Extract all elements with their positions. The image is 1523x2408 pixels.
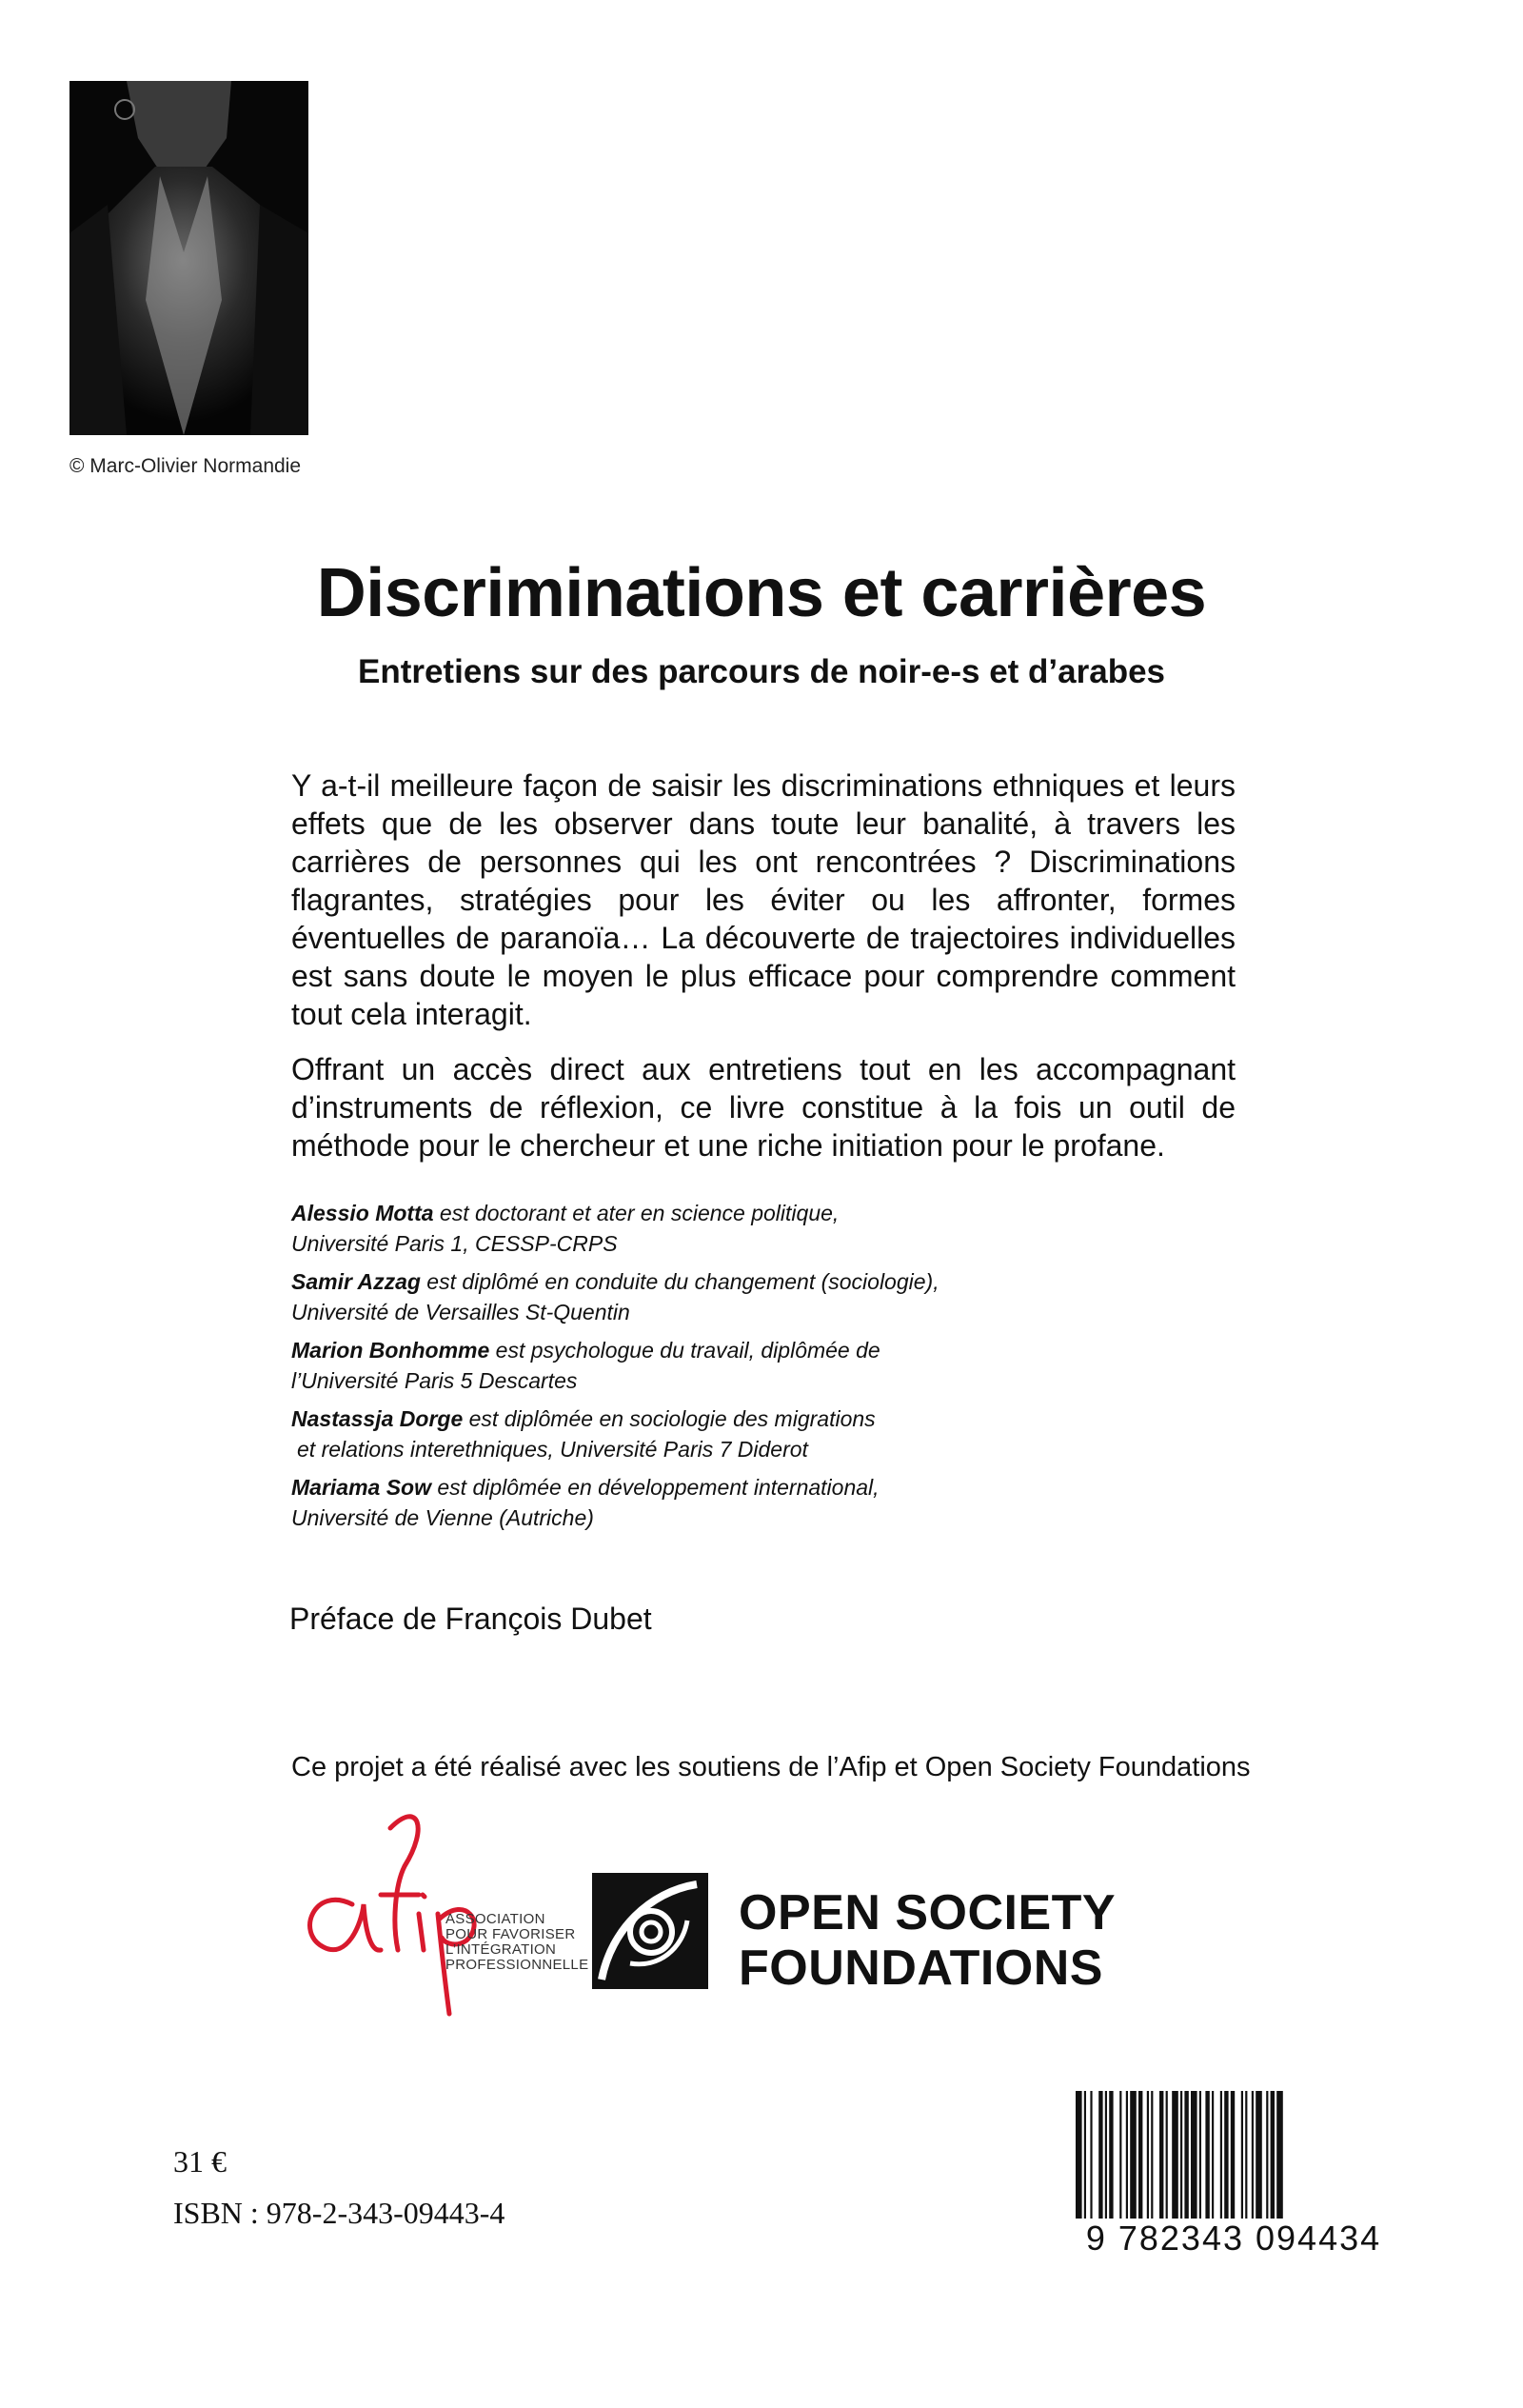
blurb: [291, 766, 1236, 1182]
blurb-paragraph: Offrant un accès direct aux entretiens tout en les accompagnant d’instruments de réflexion, ce livre constitue à la fois un outil de méthode pour le chercheur et une riche initiation pour le profane.: [291, 1052, 1236, 1163]
author-name: Marion Bonhomme: [291, 1338, 490, 1363]
support-statement: Ce projet a été réalisé avec les soutiens de l’Afip et Open Society Foundations: [291, 1752, 1251, 1782]
author-list: [291, 1198, 1243, 1541]
author-name: Nastassja Dorge: [291, 1406, 464, 1431]
author-name: Samir Azzag: [291, 1269, 421, 1294]
author-entry: [291, 1335, 1243, 1396]
author-affiliation: l’Université Paris 5 Descartes: [291, 1368, 578, 1393]
author-desc: est diplômée en développement international,: [431, 1475, 880, 1500]
author-entry: [291, 1198, 1243, 1259]
blurb-paragraph: Y a-t-il meilleure façon de saisir les discriminations ethniques et leurs effets que de les observer dans toute leur banalité, à travers les carrières de personnes qui les ont rencontrées ? Discriminations flagrantes, stratégies pour les éviter ou les affronter, formes éventuelles de paranoïa… La découverte de trajectoires individuelles est sans doute le moyen le plus efficace pour comprendre comment tout cela interagit.: [291, 768, 1236, 1031]
author-desc: est diplômé en conduite du changement (sociologie),: [420, 1269, 940, 1294]
preface: Préface de François Dubet: [289, 1602, 652, 1636]
author-name: Alessio Motta: [291, 1201, 434, 1225]
afip-logo: [286, 1790, 590, 2019]
author-affiliation: Université de Vienne (Autriche): [291, 1505, 594, 1530]
isbn: ISBN : 978-2-343-09443-4: [173, 2196, 505, 2230]
author-desc: est doctorant et ater en science politique,: [433, 1201, 840, 1225]
price: 31 €: [173, 2144, 227, 2179]
open-society-wordmark: OPEN SOCIETY FOUNDATIONS: [739, 1885, 1117, 1996]
author-entry: [291, 1472, 1243, 1533]
author-affiliation: Université Paris 1, CESSP-CRPS: [291, 1231, 618, 1256]
book-subtitle: Entretiens sur des parcours de noir-e-s et d’arabes: [357, 653, 1166, 690]
author-photo: [69, 81, 308, 435]
afip-tagline: ASSOCIATION POUR FAVORISER L’INTÉGRATION PROFESSIONNELLE: [445, 1911, 589, 1973]
barcode-digits: 9 782343 094434: [1072, 2219, 1395, 2259]
author-affiliation: et relations interethniques, Université Paris 7 Diderot: [297, 1437, 808, 1462]
book-title: Discriminations et carrières: [316, 555, 1207, 631]
author-entry: [291, 1403, 1243, 1464]
author-affiliation: Université de Versailles St-Quentin: [291, 1300, 630, 1324]
author-name: Mariama Sow: [291, 1475, 431, 1500]
photo-credit: © Marc-Olivier Normandie: [69, 455, 302, 477]
open-society-mark-icon: [592, 1873, 708, 1989]
author-desc: est diplômée en sociologie des migrations: [463, 1406, 876, 1431]
author-entry: [291, 1266, 1243, 1327]
author-desc: est psychologue du travail, diplômée de: [489, 1338, 880, 1363]
